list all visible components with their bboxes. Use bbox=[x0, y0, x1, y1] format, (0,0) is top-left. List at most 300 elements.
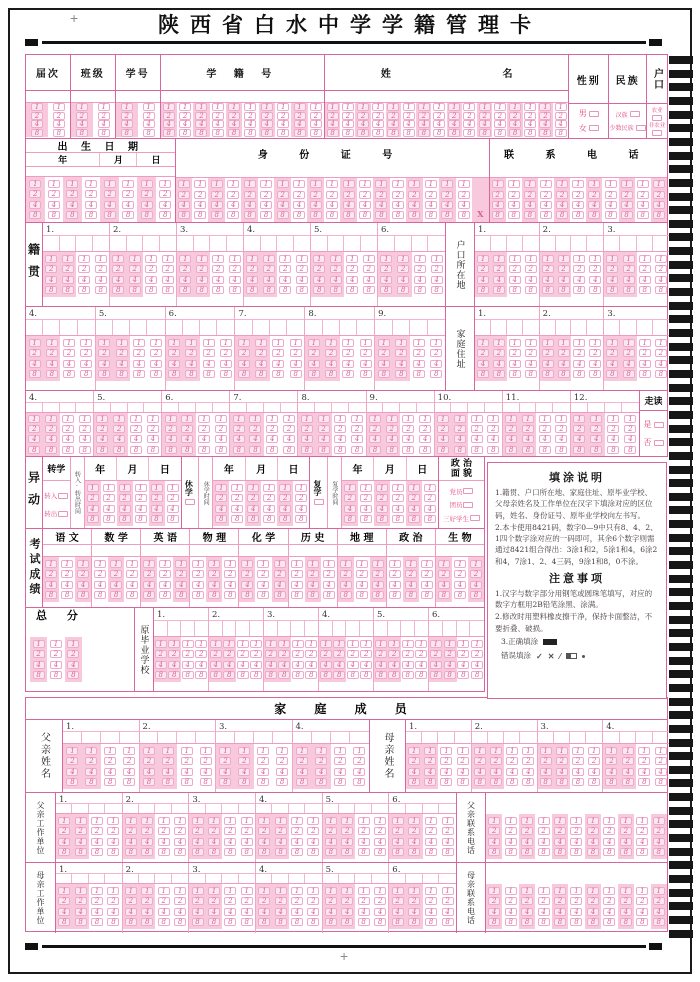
bubble-4[interactable]: 4 bbox=[79, 435, 91, 443]
bubble-8[interactable]: 8 bbox=[378, 370, 390, 378]
bubble-8[interactable]: 8 bbox=[380, 286, 392, 294]
bubble-8[interactable]: 8 bbox=[130, 446, 142, 454]
bubble-1[interactable]: 1 bbox=[96, 415, 108, 423]
bubble-1[interactable]: 1 bbox=[249, 415, 261, 423]
write-row[interactable] bbox=[162, 403, 229, 413]
bubble-4[interactable]: 4 bbox=[340, 581, 352, 589]
bubble-4[interactable]: 4 bbox=[438, 581, 450, 589]
write-cell[interactable] bbox=[556, 236, 572, 251]
bubble-4[interactable]: 4 bbox=[572, 768, 584, 776]
bubble-2[interactable]: 2 bbox=[509, 112, 521, 120]
option-bubble[interactable] bbox=[630, 111, 640, 117]
bubble-1[interactable]: 1 bbox=[198, 415, 210, 423]
bubble-8[interactable]: 8 bbox=[320, 671, 332, 679]
bubble-1[interactable]: 1 bbox=[540, 747, 552, 755]
bubble-1[interactable]: 1 bbox=[159, 560, 171, 568]
bubble-1[interactable]: 1 bbox=[179, 103, 191, 111]
bubble-1[interactable]: 1 bbox=[623, 255, 635, 263]
bubble-8[interactable]: 8 bbox=[325, 918, 337, 926]
bubble-4[interactable]: 4 bbox=[341, 908, 353, 916]
bubble-2[interactable]: 2 bbox=[151, 494, 163, 502]
bubble-4[interactable]: 4 bbox=[357, 120, 369, 128]
bubble-4[interactable]: 4 bbox=[323, 581, 335, 589]
bubble-1[interactable]: 1 bbox=[474, 747, 486, 755]
bubble-8[interactable]: 8 bbox=[605, 211, 617, 219]
bubble-8[interactable]: 8 bbox=[363, 286, 375, 294]
write-cell[interactable] bbox=[194, 236, 211, 251]
bubble-4[interactable]: 4 bbox=[293, 201, 305, 209]
bubble-2[interactable]: 2 bbox=[424, 494, 436, 502]
write-cell[interactable] bbox=[82, 732, 101, 743]
bubble-4[interactable]: 4 bbox=[538, 908, 550, 916]
write-cell[interactable] bbox=[270, 320, 287, 335]
bubble-2[interactable]: 2 bbox=[181, 757, 193, 765]
bubble-2[interactable]: 2 bbox=[174, 827, 186, 835]
bubble-2[interactable]: 2 bbox=[333, 650, 345, 658]
bubble-4[interactable]: 4 bbox=[53, 120, 65, 128]
bubble-8[interactable]: 8 bbox=[457, 778, 469, 786]
bubble-4[interactable]: 4 bbox=[509, 120, 521, 128]
write-cell[interactable] bbox=[622, 403, 639, 412]
bubble-2[interactable]: 2 bbox=[143, 757, 155, 765]
bubble-2[interactable]: 2 bbox=[305, 650, 317, 658]
bubble-2[interactable]: 2 bbox=[279, 494, 291, 502]
bubble-2[interactable]: 2 bbox=[454, 570, 466, 578]
bubble-8[interactable]: 8 bbox=[525, 286, 537, 294]
bubble-2[interactable]: 2 bbox=[556, 191, 568, 199]
bubble-8[interactable]: 8 bbox=[58, 918, 70, 926]
bubble-2[interactable]: 2 bbox=[277, 191, 289, 199]
bubble-1[interactable]: 1 bbox=[488, 817, 500, 825]
bubble-1[interactable]: 1 bbox=[192, 887, 204, 895]
bubble-1[interactable]: 1 bbox=[258, 817, 270, 825]
write-row[interactable] bbox=[311, 236, 377, 252]
bubble-2[interactable]: 2 bbox=[558, 265, 570, 273]
write-cell[interactable] bbox=[503, 403, 520, 412]
bubble-4[interactable]: 4 bbox=[121, 120, 133, 128]
write-area[interactable] bbox=[490, 168, 667, 178]
bubble-4[interactable]: 4 bbox=[181, 435, 193, 443]
bubble-8[interactable]: 8 bbox=[224, 918, 236, 926]
bubble-2[interactable]: 2 bbox=[408, 191, 420, 199]
bubble-4[interactable]: 4 bbox=[554, 908, 566, 916]
write-cell[interactable] bbox=[72, 874, 88, 883]
write-cell[interactable] bbox=[181, 621, 195, 636]
bubble-2[interactable]: 2 bbox=[387, 112, 399, 120]
bubble-4[interactable]: 4 bbox=[346, 276, 358, 284]
bubble-8[interactable]: 8 bbox=[538, 848, 550, 856]
bubble-2[interactable]: 2 bbox=[159, 190, 171, 198]
bubble-8[interactable]: 8 bbox=[107, 848, 119, 856]
bubble-1[interactable]: 1 bbox=[442, 887, 454, 895]
write-row[interactable] bbox=[140, 732, 216, 744]
option-bubble[interactable] bbox=[463, 488, 473, 494]
bubble-8[interactable]: 8 bbox=[509, 129, 521, 137]
bubble-2[interactable]: 2 bbox=[505, 425, 517, 433]
bubble-1[interactable]: 1 bbox=[155, 640, 167, 648]
bubble-1[interactable]: 1 bbox=[433, 103, 445, 111]
bubble-4[interactable]: 4 bbox=[360, 505, 372, 513]
bubble-4[interactable]: 4 bbox=[305, 661, 317, 669]
bubble-4[interactable]: 4 bbox=[310, 201, 322, 209]
bubble-1[interactable]: 1 bbox=[291, 817, 303, 825]
bubble-8[interactable]: 8 bbox=[376, 515, 388, 523]
bubble-1[interactable]: 1 bbox=[75, 817, 87, 825]
bubble-8[interactable]: 8 bbox=[95, 286, 107, 294]
bubble-8[interactable]: 8 bbox=[143, 778, 155, 786]
bubble-1[interactable]: 1 bbox=[66, 180, 78, 188]
bubble-2[interactable]: 2 bbox=[46, 349, 58, 357]
bubble-8[interactable]: 8 bbox=[62, 286, 74, 294]
bubble-8[interactable]: 8 bbox=[103, 515, 115, 523]
bubble-1[interactable]: 1 bbox=[392, 817, 404, 825]
bubble-4[interactable]: 4 bbox=[75, 908, 87, 916]
bubble-2[interactable]: 2 bbox=[605, 757, 617, 765]
bubble-4[interactable]: 4 bbox=[110, 581, 122, 589]
write-cell[interactable] bbox=[298, 403, 315, 412]
bubble-8[interactable]: 8 bbox=[323, 591, 335, 599]
bubble-8[interactable]: 8 bbox=[296, 286, 308, 294]
bubble-8[interactable]: 8 bbox=[210, 671, 222, 679]
bubble-1[interactable]: 1 bbox=[538, 817, 550, 825]
bubble-2[interactable]: 2 bbox=[48, 190, 60, 198]
bubble-8[interactable]: 8 bbox=[295, 515, 307, 523]
bubble-8[interactable]: 8 bbox=[238, 370, 250, 378]
bubble-4[interactable]: 4 bbox=[307, 581, 319, 589]
bubble-2[interactable]: 2 bbox=[200, 757, 212, 765]
bubble-1[interactable]: 1 bbox=[388, 640, 400, 648]
bubble-4[interactable]: 4 bbox=[653, 838, 665, 846]
bubble-4[interactable]: 4 bbox=[238, 768, 250, 776]
bubble-4[interactable]: 4 bbox=[375, 201, 387, 209]
bubble-1[interactable]: 1 bbox=[94, 560, 106, 568]
write-cell[interactable] bbox=[287, 320, 304, 335]
bubble-4[interactable]: 4 bbox=[313, 276, 325, 284]
write-cell[interactable] bbox=[438, 732, 454, 743]
bubble-2[interactable]: 2 bbox=[505, 897, 517, 905]
bubble-8[interactable]: 8 bbox=[143, 129, 155, 137]
write-cell[interactable] bbox=[443, 621, 457, 636]
bubble-2[interactable]: 2 bbox=[219, 757, 231, 765]
bubble-1[interactable]: 1 bbox=[573, 339, 585, 347]
bubble-1[interactable]: 1 bbox=[395, 339, 407, 347]
bubble-1[interactable]: 1 bbox=[624, 415, 636, 423]
bubble-1[interactable]: 1 bbox=[110, 560, 122, 568]
write-cell[interactable] bbox=[256, 874, 272, 883]
bubble-2[interactable]: 2 bbox=[623, 349, 635, 357]
write-row[interactable] bbox=[429, 621, 484, 637]
bubble-1[interactable]: 1 bbox=[310, 103, 322, 111]
bubble-4[interactable]: 4 bbox=[278, 661, 290, 669]
bubble-4[interactable]: 4 bbox=[524, 201, 536, 209]
bubble-4[interactable]: 4 bbox=[372, 120, 384, 128]
bubble-1[interactable]: 1 bbox=[637, 180, 649, 188]
bubble-1[interactable]: 1 bbox=[98, 339, 110, 347]
bubble-8[interactable]: 8 bbox=[421, 591, 433, 599]
option-bubble[interactable] bbox=[470, 515, 480, 521]
bubble-1[interactable]: 1 bbox=[343, 180, 355, 188]
bubble-1[interactable]: 1 bbox=[556, 747, 568, 755]
write-cell[interactable] bbox=[196, 732, 215, 743]
write-cell[interactable] bbox=[491, 320, 507, 335]
bubble-2[interactable]: 2 bbox=[85, 757, 97, 765]
bubble-1[interactable]: 1 bbox=[325, 887, 337, 895]
write-cell[interactable] bbox=[227, 236, 244, 251]
bubble-4[interactable]: 4 bbox=[211, 201, 223, 209]
bubble-2[interactable]: 2 bbox=[573, 349, 585, 357]
bubble-2[interactable]: 2 bbox=[96, 425, 108, 433]
write-cell[interactable] bbox=[367, 403, 384, 412]
bubble-1[interactable]: 1 bbox=[76, 103, 88, 111]
bubble-8[interactable]: 8 bbox=[603, 848, 615, 856]
bubble-2[interactable]: 2 bbox=[538, 827, 550, 835]
bubble-2[interactable]: 2 bbox=[639, 349, 651, 357]
bubble-4[interactable]: 4 bbox=[555, 435, 567, 443]
bubble-1[interactable]: 1 bbox=[174, 817, 186, 825]
bubble-8[interactable]: 8 bbox=[474, 778, 486, 786]
bubble-4[interactable]: 4 bbox=[195, 661, 207, 669]
bubble-2[interactable]: 2 bbox=[244, 191, 256, 199]
bubble-8[interactable]: 8 bbox=[141, 918, 153, 926]
bubble-2[interactable]: 2 bbox=[505, 827, 517, 835]
bubble-1[interactable]: 1 bbox=[360, 640, 372, 648]
bubble-4[interactable]: 4 bbox=[179, 120, 191, 128]
write-cell[interactable] bbox=[375, 320, 392, 335]
bubble-1[interactable]: 1 bbox=[307, 887, 319, 895]
bubble-4[interactable]: 4 bbox=[162, 768, 174, 776]
bubble-8[interactable]: 8 bbox=[556, 778, 568, 786]
bubble-1[interactable]: 1 bbox=[639, 255, 651, 263]
bubble-2[interactable]: 2 bbox=[442, 827, 454, 835]
bubble-2[interactable]: 2 bbox=[261, 112, 273, 120]
bubble-4[interactable]: 4 bbox=[556, 768, 568, 776]
write-cell[interactable] bbox=[222, 874, 238, 883]
bubble-2[interactable]: 2 bbox=[605, 191, 617, 199]
bubble-4[interactable]: 4 bbox=[315, 768, 327, 776]
write-cell[interactable] bbox=[250, 621, 264, 636]
bubble-4[interactable]: 4 bbox=[237, 661, 249, 669]
bubble-4[interactable]: 4 bbox=[238, 360, 250, 368]
bubble-8[interactable]: 8 bbox=[487, 446, 499, 454]
bubble-8[interactable]: 8 bbox=[159, 211, 171, 219]
bubble-2[interactable]: 2 bbox=[655, 349, 667, 357]
bubble-8[interactable]: 8 bbox=[215, 515, 227, 523]
write-cell[interactable] bbox=[457, 621, 471, 636]
write-row[interactable] bbox=[244, 236, 310, 252]
bubble-1[interactable]: 1 bbox=[636, 817, 648, 825]
bubble-1[interactable]: 1 bbox=[508, 180, 520, 188]
bubble-1[interactable]: 1 bbox=[113, 415, 125, 423]
bubble-8[interactable]: 8 bbox=[313, 286, 325, 294]
bubble-4[interactable]: 4 bbox=[637, 201, 649, 209]
write-cell[interactable] bbox=[536, 403, 553, 412]
bubble-8[interactable]: 8 bbox=[158, 918, 170, 926]
bubble-4[interactable]: 4 bbox=[307, 908, 319, 916]
write-cell[interactable] bbox=[507, 236, 523, 251]
bubble-2[interactable]: 2 bbox=[430, 650, 442, 658]
bubble-4[interactable]: 4 bbox=[233, 435, 245, 443]
bubble-2[interactable]: 2 bbox=[228, 112, 240, 120]
bubble-2[interactable]: 2 bbox=[257, 757, 269, 765]
bubble-4[interactable]: 4 bbox=[448, 120, 460, 128]
bubble-4[interactable]: 4 bbox=[301, 435, 313, 443]
bubble-8[interactable]: 8 bbox=[91, 848, 103, 856]
bubble-1[interactable]: 1 bbox=[386, 415, 398, 423]
bubble-2[interactable]: 2 bbox=[107, 827, 119, 835]
bubble-1[interactable]: 1 bbox=[45, 255, 57, 263]
bubble-8[interactable]: 8 bbox=[558, 286, 570, 294]
bubble-2[interactable]: 2 bbox=[250, 650, 262, 658]
bubble-2[interactable]: 2 bbox=[441, 191, 453, 199]
write-cell[interactable] bbox=[254, 732, 273, 743]
bubble-4[interactable]: 4 bbox=[45, 581, 57, 589]
bubble-8[interactable]: 8 bbox=[347, 671, 359, 679]
bubble-8[interactable]: 8 bbox=[122, 211, 134, 219]
bubble-2[interactable]: 2 bbox=[63, 349, 75, 357]
bubble-1[interactable]: 1 bbox=[266, 415, 278, 423]
write-cell[interactable] bbox=[273, 732, 292, 743]
bubble-8[interactable]: 8 bbox=[444, 671, 456, 679]
bubble-1[interactable]: 1 bbox=[363, 255, 375, 263]
bubble-4[interactable]: 4 bbox=[87, 505, 99, 513]
bubble-2[interactable]: 2 bbox=[224, 570, 236, 578]
bubble-8[interactable]: 8 bbox=[542, 370, 554, 378]
write-cell[interactable] bbox=[553, 403, 570, 412]
bubble-4[interactable]: 4 bbox=[607, 435, 619, 443]
bubble-8[interactable]: 8 bbox=[554, 918, 566, 926]
bubble-4[interactable]: 4 bbox=[179, 276, 191, 284]
bubble-4[interactable]: 4 bbox=[570, 908, 582, 916]
bubble-4[interactable]: 4 bbox=[325, 908, 337, 916]
bubble-1[interactable]: 1 bbox=[315, 747, 327, 755]
bubble-4[interactable]: 4 bbox=[521, 838, 533, 846]
bubble-4[interactable]: 4 bbox=[508, 201, 520, 209]
bubble-2[interactable]: 2 bbox=[408, 897, 420, 905]
bubble-4[interactable]: 4 bbox=[141, 838, 153, 846]
bubble-8[interactable]: 8 bbox=[244, 211, 256, 219]
write-cell[interactable] bbox=[637, 320, 653, 335]
bubble-8[interactable]: 8 bbox=[639, 370, 651, 378]
bubble-8[interactable]: 8 bbox=[215, 446, 227, 454]
bubble-1[interactable]: 1 bbox=[195, 103, 207, 111]
bubble-1[interactable]: 1 bbox=[122, 180, 134, 188]
bubble-2[interactable]: 2 bbox=[589, 265, 601, 273]
write-row[interactable] bbox=[378, 236, 445, 252]
bubble-4[interactable]: 4 bbox=[98, 120, 110, 128]
bubble-8[interactable]: 8 bbox=[125, 918, 137, 926]
bubble-1[interactable]: 1 bbox=[208, 817, 220, 825]
bubble-8[interactable]: 8 bbox=[589, 370, 601, 378]
write-cell[interactable] bbox=[253, 320, 270, 335]
bubble-2[interactable]: 2 bbox=[375, 191, 387, 199]
bubble-4[interactable]: 4 bbox=[327, 120, 339, 128]
bubble-4[interactable]: 4 bbox=[386, 435, 398, 443]
bubble-8[interactable]: 8 bbox=[257, 591, 269, 599]
bubble-4[interactable]: 4 bbox=[279, 276, 291, 284]
write-row[interactable] bbox=[538, 732, 603, 744]
bubble-2[interactable]: 2 bbox=[431, 265, 443, 273]
bubble-8[interactable]: 8 bbox=[588, 778, 600, 786]
bubble-8[interactable]: 8 bbox=[98, 370, 110, 378]
bubble-1[interactable]: 1 bbox=[622, 747, 634, 755]
bubble-8[interactable]: 8 bbox=[590, 446, 602, 454]
bubble-1[interactable]: 1 bbox=[342, 103, 354, 111]
bubble-1[interactable]: 1 bbox=[402, 415, 414, 423]
bubble-1[interactable]: 1 bbox=[241, 887, 253, 895]
write-cell[interactable] bbox=[155, 874, 171, 883]
bubble-8[interactable]: 8 bbox=[165, 446, 177, 454]
write-cell[interactable] bbox=[636, 732, 652, 743]
bubble-2[interactable]: 2 bbox=[215, 425, 227, 433]
bubble-1[interactable]: 1 bbox=[28, 415, 40, 423]
bubble-8[interactable]: 8 bbox=[315, 778, 327, 786]
bubble-1[interactable]: 1 bbox=[77, 560, 89, 568]
bubble-2[interactable]: 2 bbox=[655, 757, 667, 765]
bubble-1[interactable]: 1 bbox=[185, 339, 197, 347]
bubble-8[interactable]: 8 bbox=[241, 918, 253, 926]
bubble-8[interactable]: 8 bbox=[525, 370, 537, 378]
write-cell[interactable] bbox=[556, 320, 572, 335]
bubble-2[interactable]: 2 bbox=[85, 190, 97, 198]
bubble-4[interactable]: 4 bbox=[112, 276, 124, 284]
bubble-8[interactable]: 8 bbox=[424, 515, 436, 523]
bubble-4[interactable]: 4 bbox=[605, 201, 617, 209]
bubble-4[interactable]: 4 bbox=[603, 838, 615, 846]
bubble-4[interactable]: 4 bbox=[181, 768, 193, 776]
bubble-8[interactable]: 8 bbox=[392, 848, 404, 856]
bubble-4[interactable]: 4 bbox=[130, 435, 142, 443]
bubble-8[interactable]: 8 bbox=[308, 370, 320, 378]
write-cell[interactable] bbox=[110, 236, 127, 251]
bubble-1[interactable]: 1 bbox=[91, 817, 103, 825]
bubble-2[interactable]: 2 bbox=[194, 191, 206, 199]
bubble-4[interactable]: 4 bbox=[296, 276, 308, 284]
bubble-4[interactable]: 4 bbox=[159, 581, 171, 589]
bubble-8[interactable]: 8 bbox=[185, 370, 197, 378]
bubble-8[interactable]: 8 bbox=[509, 370, 521, 378]
bubble-4[interactable]: 4 bbox=[573, 276, 585, 284]
bubble-1[interactable]: 1 bbox=[125, 817, 137, 825]
bubble-2[interactable]: 2 bbox=[135, 494, 147, 502]
bubble-8[interactable]: 8 bbox=[623, 286, 635, 294]
bubble-8[interactable]: 8 bbox=[620, 918, 632, 926]
bubble-4[interactable]: 4 bbox=[418, 120, 430, 128]
bubble-2[interactable]: 2 bbox=[208, 827, 220, 835]
bubble-8[interactable]: 8 bbox=[327, 129, 339, 137]
bubble-4[interactable]: 4 bbox=[291, 838, 303, 846]
bubble-1[interactable]: 1 bbox=[653, 180, 665, 188]
bubble-1[interactable]: 1 bbox=[231, 484, 243, 492]
bubble-8[interactable]: 8 bbox=[179, 286, 191, 294]
bubble-8[interactable]: 8 bbox=[488, 848, 500, 856]
bubble-1[interactable]: 1 bbox=[509, 103, 521, 111]
write-cell[interactable] bbox=[488, 732, 504, 743]
bubble-1[interactable]: 1 bbox=[344, 484, 356, 492]
bubble-1[interactable]: 1 bbox=[167, 484, 179, 492]
bubble-2[interactable]: 2 bbox=[380, 265, 392, 273]
write-cell[interactable] bbox=[305, 804, 321, 813]
bubble-4[interactable]: 4 bbox=[196, 276, 208, 284]
bubble-2[interactable]: 2 bbox=[522, 425, 534, 433]
bubble-8[interactable]: 8 bbox=[606, 370, 618, 378]
bubble-4[interactable]: 4 bbox=[408, 838, 420, 846]
bubble-1[interactable]: 1 bbox=[506, 747, 518, 755]
write-row[interactable] bbox=[96, 320, 165, 336]
bubble-8[interactable]: 8 bbox=[174, 848, 186, 856]
write-row[interactable] bbox=[26, 320, 95, 336]
write-cell[interactable] bbox=[89, 804, 105, 813]
bubble-1[interactable]: 1 bbox=[151, 484, 163, 492]
